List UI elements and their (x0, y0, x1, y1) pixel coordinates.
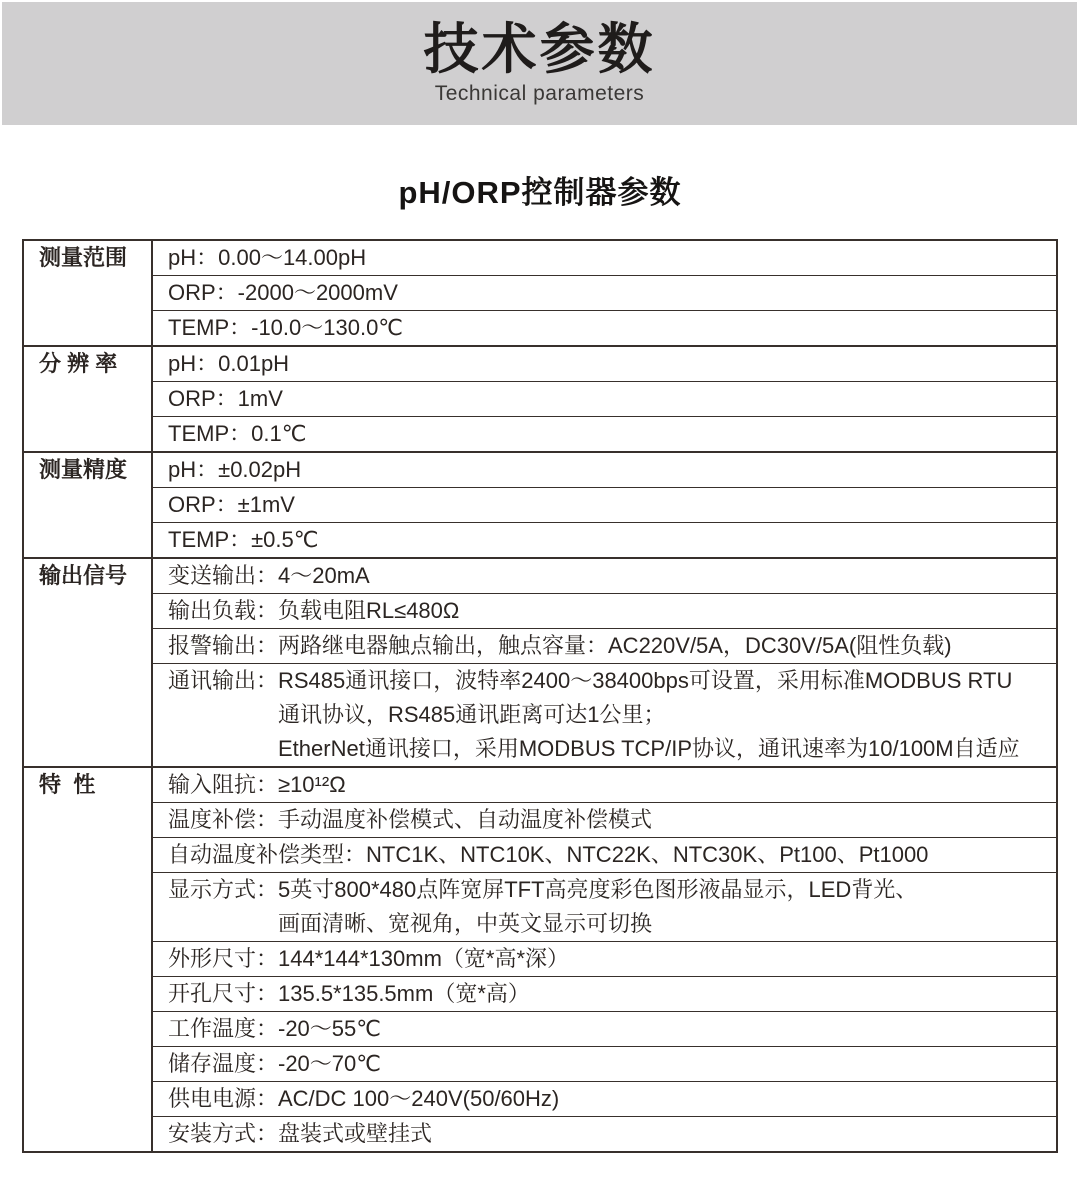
spec-row (153, 453, 1056, 487)
spec-line: 外形尺寸：144*144*130mm（宽*高*深） (168, 946, 570, 971)
spec-line: ORP：±1mV (168, 492, 295, 517)
group-rows (153, 241, 1056, 345)
group-label: 特 性 (24, 768, 153, 1151)
spec-line: pH：0.01pH (168, 351, 290, 376)
spec-group-1 (24, 345, 1056, 451)
spec-line: 画面清晰、宽视角，中英文显示可切换 (278, 911, 653, 936)
spec-line: 供电电源：AC/DC 100～240V(50/60Hz) (168, 1086, 560, 1111)
spec-row (153, 559, 1056, 593)
spec-group-3 (24, 557, 1056, 766)
spec-row (153, 1116, 1056, 1151)
spec-row (153, 593, 1056, 628)
spec-line: EtherNet通讯接口，采用MODBUS TCP/IP协议，通讯速率为10/100M自适应 (278, 736, 1020, 761)
spec-line: 通讯输出：RS485通讯接口，波特率2400～38400bps可设置，采用标准MODBUS RTU (168, 668, 1013, 693)
group-rows (153, 453, 1056, 557)
spec-row (153, 275, 1056, 310)
spec-line: 变送输出：4～20mA (168, 563, 370, 588)
group-label: 测量精度 (24, 453, 153, 557)
spec-row (153, 872, 1056, 941)
spec-line: 输入阻抗：≥10¹²Ω (168, 772, 346, 797)
group-label: 分 辨 率 (24, 347, 153, 451)
spec-line: ORP：1mV (168, 386, 283, 411)
spec-row (153, 768, 1056, 802)
spec-line: 温度补偿：手动温度补偿模式、自动温度补偿模式 (168, 807, 653, 832)
spec-table (22, 239, 1058, 1153)
spec-line: 储存温度：-20～70℃ (168, 1051, 381, 1076)
spec-line: TEMP：±0.5℃ (168, 527, 319, 552)
spec-line: 安装方式：盘装式或壁挂式 (168, 1121, 433, 1146)
spec-line: TEMP：-10.0～130.0℃ (168, 315, 404, 340)
spec-row (153, 522, 1056, 557)
spec-row (153, 310, 1056, 345)
group-rows (153, 768, 1056, 1151)
spec-line: pH：0.00～14.00pH (168, 245, 367, 270)
spec-row (153, 347, 1056, 381)
spec-row (153, 381, 1056, 416)
spec-group-4 (24, 766, 1056, 1151)
spec-row (153, 241, 1056, 275)
spec-line: 显示方式：5英寸800*480点阵宽屏TFT高亮度彩色图形液晶显示，LED背光、 (168, 877, 918, 902)
spec-group-0 (24, 241, 1056, 345)
spec-line: ORP：-2000～2000mV (168, 280, 398, 305)
spec-row (153, 837, 1056, 872)
group-label: 测量范围 (24, 241, 153, 345)
spec-line: 自动温度补偿类型：NTC1K、NTC10K、NTC22K、NTC30K、Pt100、Pt1000 (168, 842, 929, 867)
spec-line: 通讯协议，RS485通讯距离可达1公里； (278, 702, 666, 727)
spec-row (153, 802, 1056, 837)
group-label: 输出信号 (24, 559, 153, 766)
spec-line: 输出负载：负载电阻RL≤480Ω (168, 598, 460, 623)
spec-row (153, 941, 1056, 976)
spec-line: 报警输出：两路继电器触点输出，触点容量：AC220V/5A，DC30V/5A(阻性负载) (168, 633, 952, 658)
spec-line: TEMP：0.1℃ (168, 421, 307, 446)
spec-line: 工作温度：-20～55℃ (168, 1016, 381, 1041)
spec-sheet-page (0, 2, 1080, 1204)
spec-row (153, 628, 1056, 663)
page-title: 技术参数 (423, 18, 656, 81)
spec-row (153, 416, 1056, 451)
spec-group-2 (24, 451, 1056, 557)
group-rows (153, 559, 1056, 766)
spec-row (153, 1046, 1056, 1081)
spec-row (153, 663, 1056, 766)
section-heading: pH/ORP控制器参数 (398, 175, 682, 210)
page-subtitle: Technical parameters (434, 81, 645, 105)
spec-row (153, 1081, 1056, 1116)
spec-line: pH：±0.02pH (168, 457, 302, 482)
spec-row (153, 976, 1056, 1011)
page-banner (2, 2, 1077, 125)
spec-row (153, 487, 1056, 522)
spec-line: 开孔尺寸：135.5*135.5mm（宽*高） (168, 981, 530, 1006)
group-rows (153, 347, 1056, 451)
spec-row (153, 1011, 1056, 1046)
